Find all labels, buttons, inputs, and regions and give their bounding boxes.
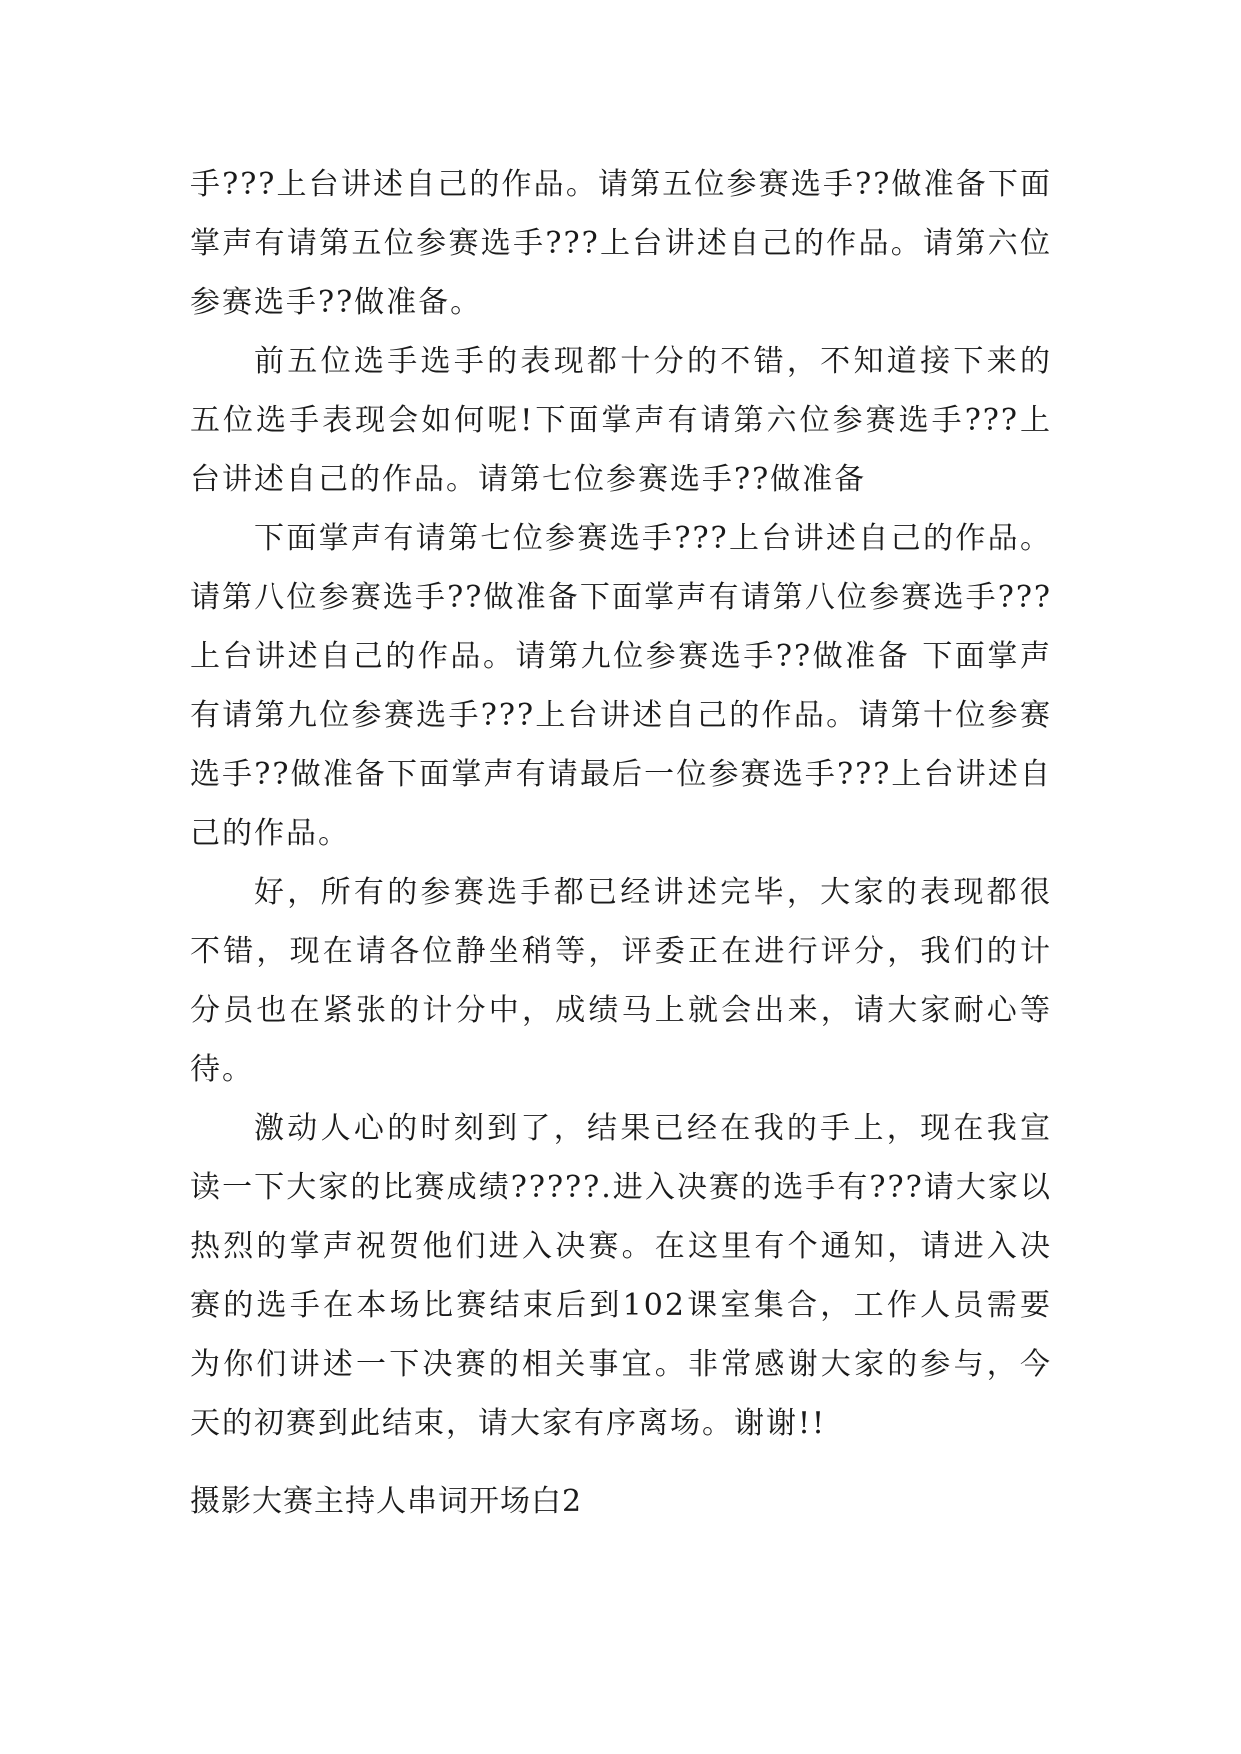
section-heading: 摄影大赛主持人串词开场白2 [190, 1484, 583, 1519]
paragraph-3: 下面掌声有请第七位参赛选手???上台讲述自己的作品。请第八位参赛选手??做准备下面掌声有请第八位参赛选手???上台讲述自己的作品。请第九位参赛选手??做准备 下面掌声有请第九位参赛选手???上台讲述自己的作品。请第十位参赛选手??做准备下面掌声有请最后一位参赛选手???上台讲述自己的作品。 [190, 521, 1052, 851]
paragraph-1: 手???上台讲述自己的作品。请第五位参赛选手??做准备下面掌声有请第五位参赛选手???上台讲述自己的作品。请第六位参赛选手??做准备。 [190, 167, 1052, 320]
paragraph-5: 激动人心的时刻到了，结果已经在我的手上，现在我宣读一下大家的比赛成绩?????.进入决赛的选手有???请大家以热烈的掌声祝贺他们进入决赛。在这里有个通知，请进入决赛的选手在本场比赛结束后到102课室集合，工作人员需要为你们讲述一下决赛的相关事宜。非常感谢大家的参与，今天的初赛到此结束，请大家有序离场。谢谢!! [190, 1111, 1052, 1441]
document-body [190, 155, 1052, 1453]
paragraph-4: 好，所有的参赛选手都已经讲述完毕，大家的表现都很不错，现在请各位静坐稍等，评委正在进行评分，我们的计分员也在紧张的计分中，成绩马上就会出来，请大家耐心等待。 [190, 875, 1052, 1087]
paragraph-2: 前五位选手选手的表现都十分的不错，不知道接下来的五位选手表现会如何呢!下面掌声有请第六位参赛选手???上台讲述自己的作品。请第七位参赛选手??做准备 [190, 344, 1052, 497]
